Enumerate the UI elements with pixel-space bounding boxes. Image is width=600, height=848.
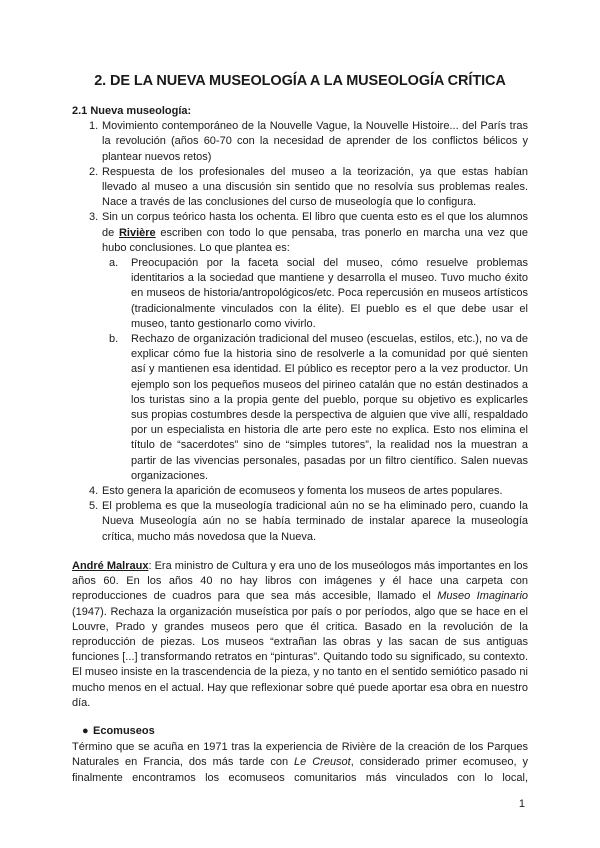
list-item-text: Esto genera la aparición de ecomuseos y fomenta los museos de artes populares. [102,485,503,498]
bullet-icon: ● [82,724,89,737]
ecomuseos-text-final: finalmente encontramos los ecomuseos comunitarios más vinculados con lo local, [72,771,528,784]
sublist-item-text: Rechazo de organización tradicional del museo (escuelas, estilos, etc.), no va de explicar cómo fue la historia sino de resolverle a la comunidad por qué sienten así y mantienen esa identidad. El público es receptor pero a la vez productor. Un ejemplo son los pequeños museos del pirineo catalán que no están destinados a los turistas sino a la propia gente del pueblo, porque su objetivo es explicarles sus propias costumbres desde la perspectiva de alguien que vive allí, respaldado por un especialista en historia dle arte pero este no explica. Esto nos elimina el título de “sacerdotes” sino de “simples tutores”, la realidad nos la muestran a partir de las vivencias personales, pasadas por un filtro científico. Salen nuevas organizaciones. [131,333,528,482]
ecomuseos-text-cont: , considerado primer ecomuseo, y [350,756,528,769]
list-item [72,499,528,545]
malraux-text-cont: (1947). Rechaza la organización museística por país o por períodos, algo que se hace en el Louvre, Prado y grandes museos pero que él critica. Basado en la revolución de la reproducción de piezas. Los museos “extrañan las obras y las sacan de sus antiguas funciones [...] transformando retratos en “pinturas”. Quitando todo su significado, su contexto. El museo insiste en la trascendencia de la pieza, y no tanto en el sentido semiótico pasado ni mucho menos en el actual. Hay que reflexionar sobre qué puede aportar esa obra en nuestro día. [72,605,528,709]
list-item [72,210,528,484]
malraux-text: : Era ministro de Cultura y era uno de los museólogos más importantes en los años 60. En los años 40 no hay libros con imágenes y él hace una carpeta con reproducciones de cuadros para que sea más accesible, llamado el [72,559,528,603]
list-number: 3. [89,211,99,224]
malraux-paragraph [72,559,528,711]
list-item-text: El problema es que la museología tradicional aún no se ha eliminado pero, cuando la Nueva Museología aún no se había terminado de instalar aparece la museología crítica, mucho más novedosa que la Nueva. [102,500,528,543]
sublist-letter: a. [109,257,119,270]
list-item [72,119,528,165]
lettered-sublist [102,256,528,484]
ecomuseos-paragraph [72,740,528,770]
sublist-item [102,332,528,484]
le-creusot-title: Le Creusot [294,756,351,769]
document-page [72,72,528,786]
list-number: 1. [89,120,99,133]
ecomuseos-text: Término que se acuña en 1971 tras la experiencia de Rivière de la creación de los Parques Naturales en Francia, dos más tarde con [72,741,528,769]
section-heading: 2. DE LA NUEVA MUSEOLOGÍA A LA MUSEOLOGÍA CRÍTICA [94,73,506,89]
list-number: 5. [89,500,99,513]
ecomuseos-title: Ecomuseos [93,724,155,737]
page-number: 1 [518,798,525,810]
list-item [72,484,528,499]
malraux-name: André Malraux [72,559,149,572]
list-item [72,165,528,211]
museo-imaginario-title: Museo Imaginario [437,590,529,603]
ecomuseos-heading [72,724,528,739]
list-number: 4. [89,485,99,498]
list-item-text: Sin un corpus teórico hasta los ochenta. El libro que cuenta esto es el que los alumnos de [102,211,528,239]
list-item-text-cont: escriben con todo lo que pensaba, tras ponerlo en marcha una vez que hubo conclusiones. Lo que plantea es: [102,226,528,254]
numbered-list [72,119,528,545]
sublist-letter: b. [109,333,119,346]
riviere-name: Rivière [118,226,156,239]
sublist-item [102,256,528,332]
ecomuseos-paragraph-cont [72,771,528,786]
list-item-text: Movimiento contemporáneo de la Nouvelle Vague, la Nouvelle Histoire... del París tras la revolución (años 60-70 con la necesidad de aprender de los conflictos bélicos y plantear nuevos retos) [102,120,528,163]
list-number: 2. [89,165,99,178]
sublist-item-text: Preocupación por la faceta social del museo, cómo resuelve problemas identitarios a la sociedad que mantiene y desarrolla el museo. Tuvo mucho éxito en museos de historia/antropológicos/etc. Poca repercusión en museos artísticos (tradicionalmente vinculados con la élite). El pueblo es el que debe usar el museo, tanto gestionarlo como vivirlo. [131,257,528,330]
list-item-text: Respuesta de los profesionales del museo a la teorización, ya que estas habían llevado al museo a una discusión sin sentido que no resolvía sus problemas reales. Nace a través de las conclusiones del curso de museología que lo configura. [102,165,528,209]
subsection-heading: 2.1 Nueva museología: [72,105,192,117]
